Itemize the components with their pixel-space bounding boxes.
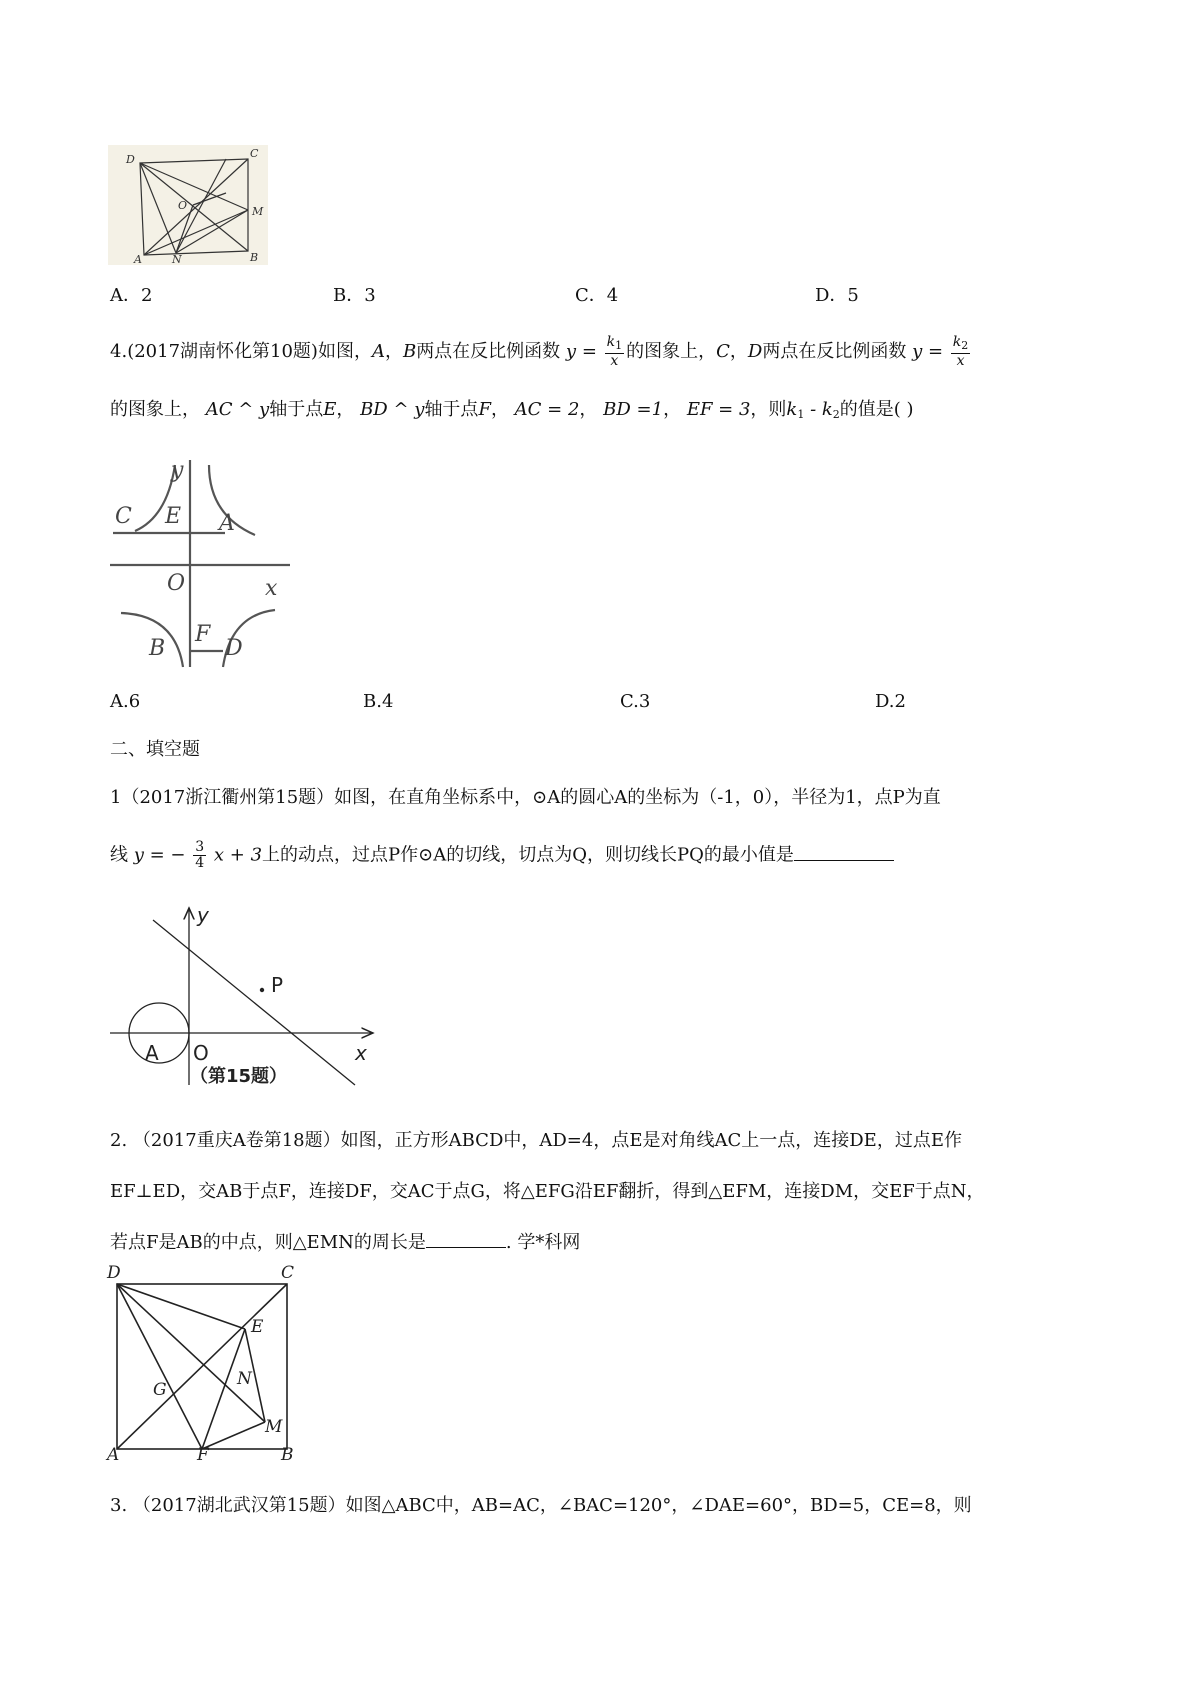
q3-label-c: C (250, 147, 259, 160)
fill3-line-1: 3. （2017湖北武汉第15题）如图△ABC中，AB=AC，∠BAC=120°，∠DAE=60°，BD=5，CE=8，则 (110, 1495, 972, 1516)
q3-label-n: N (172, 253, 182, 265)
q4-line-2 (110, 398, 914, 427)
q4-l2-text-r: 的值是( ) (839, 399, 914, 420)
q3-option-c: C．4 (575, 285, 619, 306)
q3-option-a: A．2 (110, 285, 153, 306)
q4-figure (105, 455, 305, 670)
q4-ef-value: EF = 3 (686, 399, 751, 420)
q4-l2-text-g: 轴于点 (424, 399, 479, 420)
fill2-line-2: EF⊥ED，交AB于点F，连接DF，交AC于点G，将△EFG沿EF翻折，得到△EFM，连接DM，交EF于点N， (110, 1181, 985, 1202)
q4-point-b: B (402, 341, 417, 362)
fill1-label-a: A (145, 1041, 159, 1065)
q4-k1-inline: k (786, 399, 798, 420)
q4-k2-sub: 2 (961, 339, 969, 352)
q4-label-y: y (171, 458, 184, 483)
q4-source: (2017湖南怀化第10题)如图， (127, 341, 372, 362)
q4-fraction-k2 (951, 335, 970, 369)
fill1-caption: （第15题） (190, 1066, 288, 1087)
fill2-answer-blank[interactable] (426, 1229, 506, 1248)
q3-label-m: M (252, 205, 264, 218)
q4-l2-text-c: 轴于点 (269, 399, 324, 420)
q4-ac-value: AC = 2 (514, 399, 580, 420)
q4-comma-2: ， (729, 341, 748, 362)
q4-k2-inline: - k (804, 399, 833, 420)
q4-point-f: F (478, 399, 491, 420)
q3-option-b: B．3 (333, 285, 376, 306)
q4-option-d: D.2 (875, 691, 906, 712)
fill2-label-d: D (107, 1263, 121, 1283)
q4-k1: k (606, 334, 616, 350)
q4-k2-inline-sub: 2 (832, 408, 840, 421)
q4-point-e: E (323, 399, 337, 420)
fill1-figure (105, 900, 385, 1090)
q4-x1: x (610, 353, 619, 369)
q4-k1-inline-sub: 1 (797, 408, 805, 421)
fill2-label-e: E (251, 1317, 264, 1337)
fill2-label-c: C (281, 1263, 295, 1283)
q3-option-d: D．5 (815, 285, 859, 306)
q4-option-c: C.3 (620, 691, 651, 712)
fill2-line-3 (110, 1229, 580, 1255)
q4-y-eq-1: y = (565, 341, 597, 362)
q4-label-x: x (265, 576, 278, 601)
fill1-num: 3 (195, 839, 205, 855)
q4-label-e: E (165, 504, 182, 529)
section-title: 二、填空题 (110, 739, 200, 760)
q3-figure (108, 145, 268, 265)
q3-label-o: O (178, 199, 188, 212)
fill2-label-a: A (107, 1445, 120, 1460)
q4-l2-comma-e: ， (336, 399, 355, 420)
q4-figure-svg (105, 455, 305, 670)
q3-figure-svg (108, 145, 268, 265)
fill2-label-b: B (281, 1445, 294, 1460)
q4-l2-text-o: ，则 (750, 399, 787, 420)
fill2-text-b: . 学*科网 (505, 1232, 581, 1253)
fill1-fraction (193, 840, 206, 871)
fill1-line-2 (110, 840, 894, 871)
fill2-line-1: 2. （2017重庆A卷第18题）如图，正方形ABCD中，AD=4，点E是对角线AC上一点，连接DE，过点E作 (110, 1130, 962, 1151)
q4-comma: ， (384, 341, 403, 362)
q4-fraction-k1 (605, 335, 624, 369)
fill1-figure-svg (105, 900, 385, 1090)
q4-label-f: F (195, 622, 211, 647)
fill1-label-y: y (197, 903, 209, 927)
q4-label-d: D (225, 636, 243, 661)
q4-l2-comma-i: ， (490, 399, 509, 420)
fill2-figure (105, 1262, 305, 1460)
q4-ac-perp: AC ^ y (205, 399, 270, 420)
q4-option-b: B.4 (363, 691, 394, 712)
q4-line-1 (110, 335, 972, 369)
q4-bd-perp: BD ^ y (360, 399, 425, 420)
q4-number: 4. (110, 341, 128, 362)
fill1-line (153, 920, 355, 1085)
q4-text-2: 的图象上， (626, 341, 717, 362)
q4-l2-comma-k: ， (579, 399, 598, 420)
fill1-label-p: P (271, 973, 284, 997)
fill2-label-g: G (153, 1380, 167, 1400)
q4-text-1: 两点在反比例函数 (416, 341, 561, 362)
fill2-figure-svg (105, 1262, 305, 1460)
fill1-label-o: O (193, 1041, 209, 1065)
fill1-y-eq: y = − (133, 844, 186, 866)
fill2-fm (202, 1422, 265, 1449)
fill1-line-1: 1（2017浙江衢州第15题）如图，在直角坐标系中，⊙A的圆心A的坐标为（-1，0），半径为1，点P为直 (110, 787, 941, 808)
q4-point-c: C (716, 341, 730, 362)
fill2-label-f: F (197, 1445, 209, 1460)
q4-x2: x (956, 353, 965, 369)
q4-text-3: 两点在反比例函数 (762, 341, 907, 362)
q4-label-o: O (167, 571, 186, 596)
q4-k2: k (952, 334, 962, 350)
q4-label-a: A (219, 511, 235, 536)
q3-label-d: D (126, 153, 135, 166)
q4-l2-text-a: 的图象上， (110, 399, 200, 420)
fill1-label-x: x (355, 1041, 367, 1065)
fill1-text-a: 线 (110, 844, 128, 866)
fill2-label-m: M (265, 1417, 283, 1437)
q4-label-b: B (149, 636, 166, 661)
fill1-text-c: 上的动点，过点P作⊙A的切线，切点为Q，则切线长PQ的最小值是 (262, 844, 794, 866)
fill1-expr: x + 3 (213, 844, 263, 866)
fill1-answer-blank[interactable] (794, 842, 894, 861)
q4-bd-value: BD =1 (603, 399, 664, 420)
fill2-dm (117, 1284, 265, 1422)
q4-point-a: A (371, 341, 385, 362)
q3-label-b: B (250, 251, 259, 264)
fill2-ef (202, 1329, 245, 1449)
q4-label-c: C (115, 504, 132, 529)
q4-y-eq-2: y = (912, 341, 944, 362)
fill2-label-n: N (237, 1369, 252, 1389)
q3-label-a: A (134, 253, 142, 265)
fill2-text-a: 若点F是AB的中点，则△EMN的周长是 (110, 1232, 426, 1253)
fill1-den: 4 (195, 855, 205, 871)
q4-k1-sub: 1 (615, 339, 623, 352)
q4-l2-comma-m: ， (663, 399, 682, 420)
q4-point-d: D (747, 341, 763, 362)
q4-option-a: A.6 (110, 691, 141, 712)
